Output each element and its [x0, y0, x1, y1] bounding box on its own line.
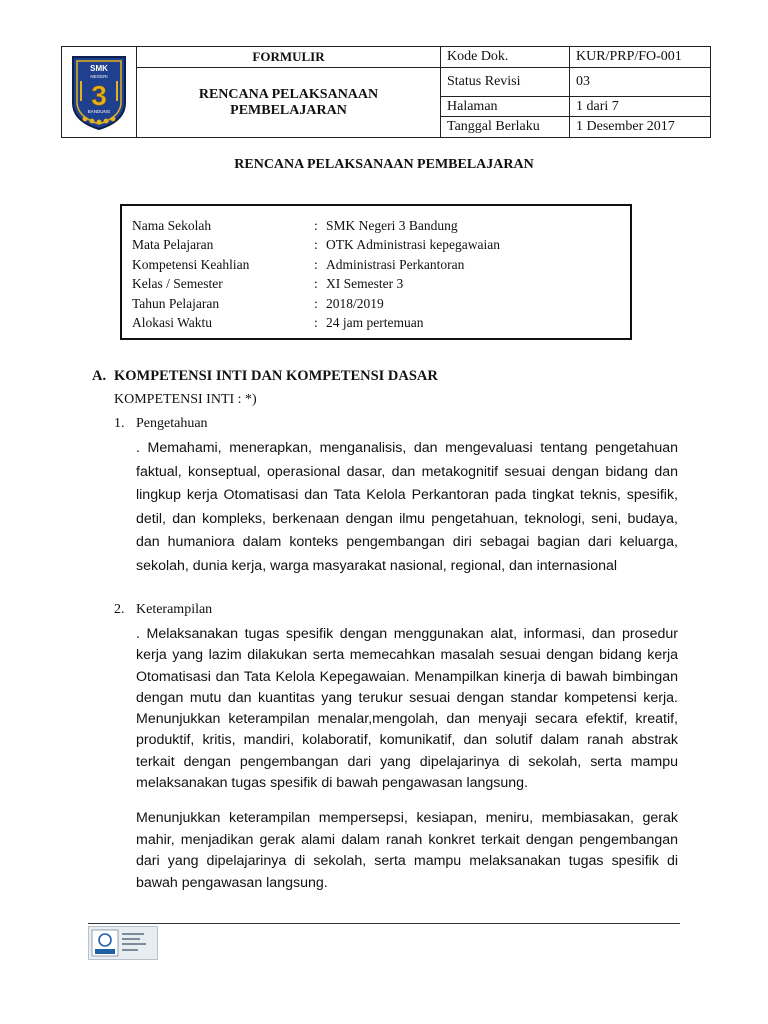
form-title	[137, 68, 441, 138]
info-value: 2018/2019	[326, 295, 384, 311]
paragraph-pengetahuan: . Memahami, menerapkan, menganalisis, dan mengevaluasi tentang pengetahuan faktual, konseptual, operasional dasar, dan metakognitif sesuai dengan bidang dan lingkup kerja Otomatisasi dan Tata Kelola Perkantoran pada tingkat teknis, spesifik, detil, dan kompleks, berkenaan dengan ilmu pengetahuan, teknologi, seni, budaya, dan humaniora dalam konteks pengembangan diri sebagai bagian dari keluarga, sekolah, dunia kerja, warga masyarakat nasional, regional, dan internasional	[136, 440, 678, 574]
info-row-class	[132, 274, 620, 293]
meta-label-status: Status Revisi	[441, 68, 570, 97]
paragraph-keterampilan-1: . Melaksanakan tugas spesifik dengan menggunakan alat, informasi, dan prosedur kerja yang lazim dilakukan serta memecahkan masalah sesuai dengan bidang kerja Otomatisasi dan Tata Kelola Kepegawaian. Menampilkan kinerja di bawah bimbingan dengan mutu dan kuantitas yang terukur sesuai dengan standar kompetensi kerja. Menunjukkan keterampilan menalar,mengolah, dan menyaji secara efektif, kreatif, produktif, kritis, mandiri, kolaboratif, komunikatif, dan solutif dalam ranah abstrak terkait dengan pengembangan dari yang dipelajarinya di sekolah, serta mampu melaksanakan tugas spesifik di bawah pengawasan langsung.	[136, 626, 678, 792]
svg-text:NEGERI: NEGERI	[90, 74, 108, 79]
info-separator: :	[314, 218, 318, 233]
meta-label-tanggal: Tanggal Berlaku	[441, 117, 570, 138]
info-separator: :	[314, 256, 318, 272]
section-a-heading	[92, 368, 438, 385]
svg-text:BANDUNG: BANDUNG	[87, 109, 111, 114]
paragraph-keterampilan-2: Menunjukkan keterampilan mempersepsi, kesiapan, meniru, membiasakan, gerak mahir, menjadikan gerak alami dalam ranah konkret terkait dengan pengembangan dari yang dipelajarinya di sekolah, serta mampu melaksanakan tugas spesifik di bawah pengawasan langsung.	[136, 810, 678, 891]
info-value: XI Semester 3	[326, 276, 404, 292]
info-value: 24 jam pertemuan	[326, 315, 424, 331]
logo-cell	[62, 47, 137, 138]
subsection-title: Keterampilan	[136, 602, 213, 617]
svg-text:SMK: SMK	[90, 64, 108, 73]
meta-label-halaman: Halaman	[441, 96, 570, 117]
subsection-pengetahuan	[114, 416, 208, 432]
certification-badge-icon	[88, 926, 158, 960]
svg-text:3: 3	[91, 80, 107, 111]
info-value: OTK Administrasi kepegawaian	[326, 237, 500, 253]
subsection-keterampilan	[114, 602, 212, 618]
identity-box	[120, 204, 632, 340]
meta-label-kode: Kode Dok.	[441, 47, 570, 68]
info-label: Kelas / Semester	[132, 276, 223, 292]
info-label: Alokasi Waktu	[132, 315, 213, 331]
info-row-competency	[132, 255, 620, 274]
info-label: Mata Pelajaran	[132, 237, 214, 253]
info-row-school	[132, 216, 620, 235]
info-separator: :	[314, 315, 318, 331]
document-title: RENCANA PELAKSANAAN PEMBELAJARAN	[234, 157, 534, 172]
section-number: A.	[92, 368, 107, 384]
info-value: Administrasi Perkantoran	[326, 256, 465, 272]
info-label: Tahun Pelajaran	[132, 295, 220, 311]
footer-divider	[88, 923, 680, 924]
info-row-time	[132, 313, 620, 332]
form-label: FORMULIR	[137, 47, 441, 68]
form-title-line1: RENCANA PELAKSANAAN	[198, 86, 379, 102]
school-logo-icon	[62, 53, 136, 131]
info-separator: :	[314, 237, 318, 253]
info-separator: :	[314, 276, 318, 292]
subsection-number: 2.	[114, 602, 125, 617]
meta-value-tanggal: 1 Desember 2017	[570, 117, 711, 138]
document-header-table	[61, 46, 711, 138]
subsection-title: Pengetahuan	[136, 416, 208, 431]
info-label: Nama Sekolah	[132, 218, 212, 233]
meta-value-kode: KUR/PRP/FO-001	[570, 47, 711, 68]
form-title-line2: PEMBELAJARAN	[230, 102, 347, 118]
meta-value-halaman: 1 dari 7	[570, 96, 711, 117]
info-row-year	[132, 294, 620, 313]
info-label: Kompetensi Keahlian	[132, 256, 250, 272]
info-row-subject	[132, 235, 620, 254]
kompetensi-inti-label: KOMPETENSI INTI : *)	[114, 392, 257, 407]
section-title: KOMPETENSI INTI DAN KOMPETENSI DASAR	[114, 368, 438, 384]
info-separator: :	[314, 295, 318, 311]
info-value: SMK Negeri 3 Bandung	[326, 218, 458, 233]
subsection-number: 1.	[114, 416, 125, 431]
meta-value-status: 03	[570, 68, 711, 97]
